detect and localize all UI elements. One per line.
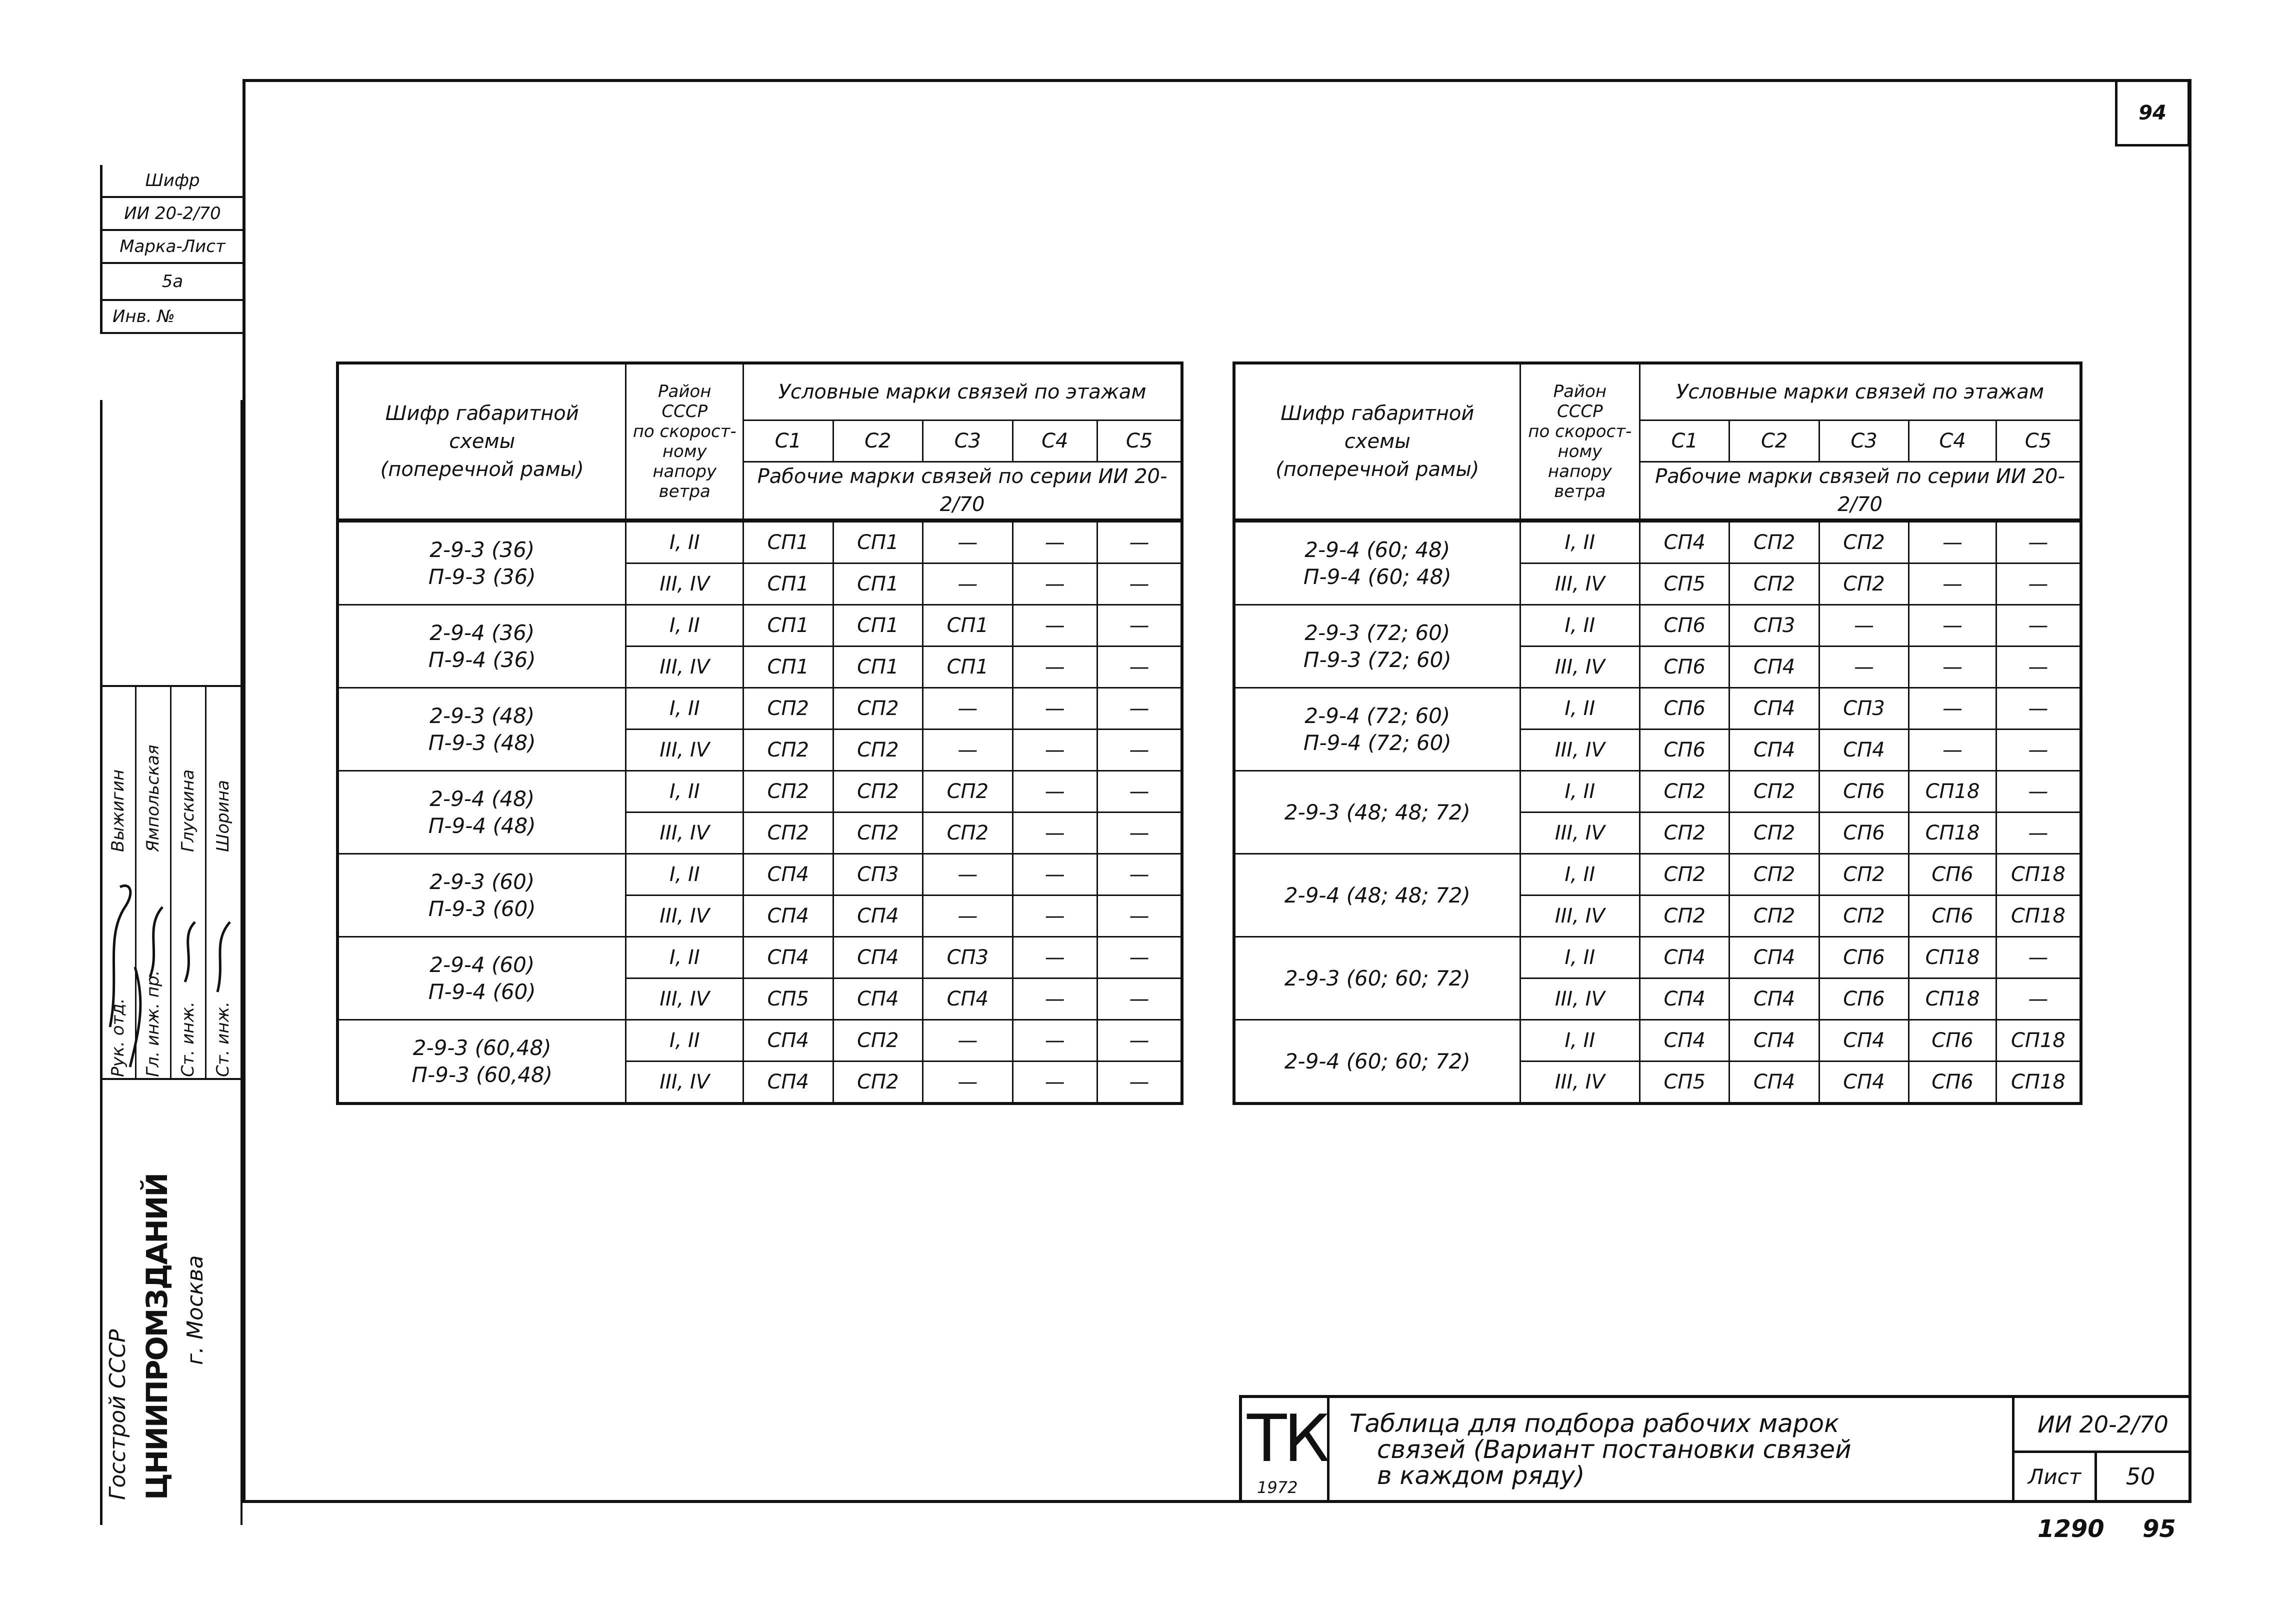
header-scheme (338, 363, 626, 520)
bracing-mark-cell: СП6 (1819, 937, 1908, 978)
scheme-code: П-9-4 (72; 60) (1303, 730, 1452, 755)
bracing-mark-cell: СП1 (744, 520, 834, 564)
bracing-mark-cell: СП6 (1909, 1062, 1996, 1104)
bracing-mark-cell: СП6 (1640, 646, 1730, 688)
bracing-mark-cell: — (1996, 605, 2081, 646)
scheme-cell (1234, 605, 1520, 688)
bracing-mark-cell: СП4 (1640, 937, 1730, 978)
wind-region-cell: I, II (1520, 771, 1640, 812)
bracing-mark-cell: СП4 (1730, 937, 1819, 978)
bracing-mark-cell: — (923, 896, 1013, 937)
bracing-mark-cell: — (1819, 605, 1908, 646)
bracing-mark-cell: СП2 (1730, 896, 1819, 937)
bracing-mark-cell: СП6 (1909, 1020, 1996, 1062)
bracing-mark-cell: — (1098, 1062, 1182, 1104)
scheme-code: 2-9-3 (60) (430, 869, 535, 894)
bracing-mark-cell: СП5 (744, 978, 834, 1020)
scheme-code: 2-9-4 (48; 48; 72) (1284, 882, 1470, 908)
bracing-mark-cell: СП2 (744, 771, 834, 812)
table-left-body (338, 363, 1182, 1104)
bracing-mark-cell: — (1909, 605, 1996, 646)
bracing-mark-cell: — (1996, 688, 2081, 730)
bracing-mark-cell: СП3 (1819, 688, 1908, 730)
bracing-mark-cell: СП6 (1909, 896, 1996, 937)
bracing-mark-cell: — (1012, 646, 1097, 688)
wind-region-cell: III, IV (626, 812, 744, 854)
bracing-mark-cell: — (923, 688, 1013, 730)
bracing-mark-cell: — (1098, 771, 1182, 812)
bracing-mark-cell: — (1909, 646, 1996, 688)
bracing-table-left (336, 362, 1184, 1105)
scheme-code: 2-9-4 (36) (430, 620, 535, 645)
bracing-mark-cell: СП4 (744, 854, 834, 896)
bracing-mark-cell: СП6 (1819, 812, 1908, 854)
bracing-mark-cell: СП18 (1996, 1062, 2081, 1104)
bracing-mark-cell: СП2 (833, 730, 923, 771)
scheme-cell (338, 605, 626, 688)
scheme-cell (1234, 771, 1520, 854)
header-row (338, 363, 1182, 420)
bracing-mark-cell: СП2 (1730, 812, 1819, 854)
bracing-mark-cell: СП5 (1640, 1062, 1730, 1104)
bracing-mark-cell: — (1996, 646, 2081, 688)
bracing-mark-cell: СП1 (833, 646, 923, 688)
scheme-code: П-9-3 (48) (428, 730, 536, 755)
header-region-line: напору (652, 462, 717, 482)
scheme-cell (338, 520, 626, 605)
bracing-mark-cell: СП1 (833, 605, 923, 646)
scheme-code: 2-9-3 (60,48) (412, 1035, 552, 1060)
scheme-code: 2-9-4 (72; 60) (1304, 703, 1450, 728)
title-block (1239, 1395, 2189, 1502)
table-row (1234, 688, 2081, 730)
bracing-mark-cell: — (1012, 854, 1097, 896)
scheme-code: П-9-3 (36) (428, 564, 536, 589)
bracing-mark-cell: — (1909, 520, 1996, 564)
scheme-code: 2-9-3 (48; 48; 72) (1284, 800, 1470, 824)
header-region-line: по скорост- (632, 422, 736, 442)
role-title: Гл. инж. пр. (143, 970, 163, 1077)
scheme-cell (338, 688, 626, 771)
bracing-mark-cell: — (1012, 730, 1097, 771)
wind-region-cell: I, II (626, 1020, 744, 1062)
header-work-marks: Рабочие марки связей по серии ИИ 20-2/70 (1640, 462, 2081, 521)
bracing-mark-cell: СП4 (1730, 688, 1819, 730)
scheme-cell (338, 854, 626, 937)
sheet-title-line: Таблица для подбора рабочих марок (1350, 1409, 1840, 1438)
bracing-mark-cell: СП4 (744, 937, 834, 978)
bracing-mark-cell: — (1012, 688, 1097, 730)
role-title: Ст. инж. (178, 1002, 198, 1077)
bracing-mark-cell: СП4 (1730, 730, 1819, 771)
bracing-mark-cell: — (1996, 812, 2081, 854)
bracing-mark-cell: — (1012, 978, 1097, 1020)
bracing-mark-cell: СП2 (1640, 896, 1730, 937)
header-region-line: ветра (1554, 482, 1606, 502)
bracing-mark-cell: СП2 (1640, 812, 1730, 854)
bracing-mark-cell: — (1012, 896, 1097, 937)
bracing-mark-cell: СП1 (744, 605, 834, 646)
scheme-code: П-9-4 (48) (428, 813, 536, 838)
table-row (338, 1020, 1182, 1062)
table-row (338, 771, 1182, 812)
wind-region-cell: III, IV (1520, 564, 1640, 605)
wind-region-cell: III, IV (626, 646, 744, 688)
wind-region-cell: III, IV (1520, 896, 1640, 937)
bracing-mark-cell: СП2 (1819, 520, 1908, 564)
header-scheme-line: схемы (449, 430, 516, 453)
bracing-mark-cell: СП1 (833, 520, 923, 564)
bracing-mark-cell: — (1996, 730, 2081, 771)
header-region-line: Район (658, 382, 712, 402)
scheme-code: 2-9-3 (48) (430, 703, 535, 728)
wind-region-cell: I, II (626, 688, 744, 730)
scheme-code: П-9-3 (60) (428, 896, 536, 921)
bracing-mark-cell: — (1996, 978, 2081, 1020)
bracing-mark-cell: СП1 (744, 564, 834, 605)
wind-region-cell: I, II (1520, 520, 1640, 564)
bracing-mark-cell: — (1098, 688, 1182, 730)
scheme-code: 2-9-4 (60) (430, 952, 535, 977)
bracing-mark-cell: СП18 (1909, 812, 1996, 854)
wind-region-cell: I, II (1520, 854, 1640, 896)
bracing-mark-cell: СП2 (833, 688, 923, 730)
bracing-mark-cell: СП2 (1730, 520, 1819, 564)
bracing-mark-cell: СП6 (1640, 688, 1730, 730)
bracing-mark-cell: — (923, 730, 1013, 771)
scheme-code: 2-9-4 (60; 60; 72) (1284, 1048, 1470, 1074)
bracing-mark-cell: СП5 (1640, 564, 1730, 605)
table-row (1234, 854, 2081, 896)
bracing-mark-cell: — (1012, 771, 1097, 812)
wind-region-cell: I, II (1520, 1020, 1640, 1062)
stamp-block (100, 165, 242, 334)
bracing-mark-cell: СП3 (923, 937, 1013, 978)
header-region-line: Район (1553, 382, 1607, 402)
scheme-code: 2-9-3 (36) (430, 537, 535, 562)
header-scheme-line: (поперечной рамы) (380, 458, 584, 481)
bracing-mark-cell: — (1012, 812, 1097, 854)
signature-scribbles (100, 877, 242, 1072)
table-right-body (1234, 363, 2081, 1104)
bracing-mark-cell: СП2 (1819, 564, 1908, 605)
bracing-mark-cell: — (1098, 730, 1182, 771)
bracing-mark-cell: СП1 (833, 564, 923, 605)
bracing-mark-cell: СП4 (1640, 1020, 1730, 1062)
header-col-с3: С3 (1819, 420, 1908, 462)
org-line-3: г. Москва (182, 1255, 208, 1365)
header-scheme-line: (поперечной рамы) (1276, 458, 1480, 481)
bracing-mark-cell: СП4 (744, 1020, 834, 1062)
bracing-mark-cell: — (1909, 730, 1996, 771)
bracing-mark-cell: СП4 (833, 978, 923, 1020)
bracing-mark-cell: — (1098, 854, 1182, 896)
bracing-mark-cell: — (923, 1020, 1013, 1062)
role-name: Ямпольская (143, 744, 163, 852)
bracing-mark-cell: — (1098, 978, 1182, 1020)
header-work-marks: Рабочие марки связей по серии ИИ 20-2/70 (744, 462, 1182, 521)
bracing-mark-cell: — (1012, 937, 1097, 978)
table-row (338, 520, 1182, 564)
scheme-code: 2-9-3 (72; 60) (1304, 620, 1450, 645)
bracing-mark-cell: СП4 (1819, 730, 1908, 771)
bracing-mark-cell: СП18 (1909, 771, 1996, 812)
stamp-shifr-value: ИИ 20-2/70 (102, 198, 242, 231)
bracing-mark-cell: СП4 (1640, 520, 1730, 564)
wind-region-cell: III, IV (626, 978, 744, 1020)
bracing-mark-cell: СП2 (744, 730, 834, 771)
bracing-mark-cell: СП4 (1730, 978, 1819, 1020)
wind-region-cell: I, II (1520, 688, 1640, 730)
bracing-mark-cell: СП2 (923, 812, 1013, 854)
role-name: Глускина (178, 769, 198, 852)
scheme-code: П-9-4 (60; 48) (1303, 564, 1452, 589)
table-row (1234, 520, 2081, 564)
header-marks: Условные марки связей по этажам (1640, 363, 2081, 420)
bracing-mark-cell: — (923, 854, 1013, 896)
scheme-cell (338, 937, 626, 1020)
header-region-line: по скорост- (1528, 422, 1632, 442)
bracing-mark-cell: СП4 (1640, 978, 1730, 1020)
sheet-title (1350, 1410, 1852, 1488)
wind-region-cell: III, IV (1520, 646, 1640, 688)
bracing-mark-cell: — (1996, 564, 2081, 605)
bracing-mark-cell: СП4 (923, 978, 1013, 1020)
bracing-mark-cell: — (1909, 688, 1996, 730)
bracing-mark-cell: — (1996, 937, 2081, 978)
bracing-mark-cell: — (923, 564, 1013, 605)
table-row (1234, 605, 2081, 646)
table-row (1234, 937, 2081, 978)
bracing-mark-cell: — (1012, 1020, 1097, 1062)
tk-year: 1972 (1257, 1478, 1298, 1497)
bracing-mark-cell: СП18 (1909, 978, 1996, 1020)
bracing-mark-cell: СП4 (744, 1062, 834, 1104)
footer-number-left: 1290 (2038, 1515, 2104, 1543)
header-col-с4: С4 (1012, 420, 1097, 462)
bracing-mark-cell: — (1012, 564, 1097, 605)
bracing-mark-cell: СП1 (744, 646, 834, 688)
scheme-cell (338, 771, 626, 854)
header-col-с3: С3 (923, 420, 1013, 462)
header-region-line: СССР (1556, 402, 1603, 422)
wind-region-cell: III, IV (1520, 978, 1640, 1020)
scheme-cell (1234, 937, 1520, 1020)
header-region-line: ному (1558, 442, 1602, 462)
scheme-cell (1234, 1020, 1520, 1104)
wind-region-cell: I, II (626, 771, 744, 812)
header-scheme-line: Шифр габаритной (1280, 402, 1474, 425)
bracing-mark-cell: СП6 (1819, 771, 1908, 812)
header-region (626, 363, 744, 520)
header-scheme (1234, 363, 1520, 520)
scheme-code: П-9-4 (60) (428, 979, 536, 1004)
wind-region-cell: III, IV (626, 1062, 744, 1104)
bracing-mark-cell: СП2 (833, 1062, 923, 1104)
header-region-line: ветра (658, 482, 710, 502)
header-col-с5: С5 (1996, 420, 2081, 462)
stamp-shifr-label: Шифр (102, 165, 242, 198)
header-col-с1: С1 (1640, 420, 1730, 462)
header-region-line: СССР (662, 402, 708, 422)
bracing-mark-cell: СП2 (1730, 854, 1819, 896)
tk-mark: ТК (1247, 1400, 1327, 1476)
header-row (1234, 363, 2081, 420)
bracing-mark-cell: — (1098, 1020, 1182, 1062)
bracing-mark-cell: — (1098, 646, 1182, 688)
bracing-mark-cell: СП2 (1640, 854, 1730, 896)
header-col-с4: С4 (1909, 420, 1996, 462)
bracing-mark-cell: — (1098, 937, 1182, 978)
bracing-mark-cell: СП4 (744, 896, 834, 937)
header-col-с2: С2 (1730, 420, 1819, 462)
bracing-mark-cell: СП18 (1996, 854, 2081, 896)
bracing-mark-cell: СП4 (1730, 1062, 1819, 1104)
header-region (1520, 363, 1640, 520)
bracing-mark-cell: СП4 (833, 896, 923, 937)
bracing-mark-cell: — (1098, 605, 1182, 646)
bracing-mark-cell: СП2 (1819, 896, 1908, 937)
header-col-с1: С1 (744, 420, 834, 462)
bracing-mark-cell: — (1098, 520, 1182, 564)
scheme-cell (338, 1020, 626, 1104)
stamp-marka-list-value: 5а (102, 264, 242, 301)
bracing-mark-cell: — (1098, 564, 1182, 605)
bracing-mark-cell: — (923, 1062, 1013, 1104)
table-row (338, 937, 1182, 978)
scheme-cell (1234, 520, 1520, 605)
wind-region-cell: III, IV (626, 730, 744, 771)
bracing-mark-cell: СП2 (744, 812, 834, 854)
bracing-mark-cell: — (1819, 646, 1908, 688)
bracing-mark-cell: СП6 (1909, 854, 1996, 896)
bracing-mark-cell: СП1 (923, 605, 1013, 646)
list-label: Лист (2012, 1450, 2097, 1502)
wind-region-cell: III, IV (626, 564, 744, 605)
scheme-code: 2-9-4 (48) (430, 786, 535, 811)
bracing-mark-cell: — (1012, 520, 1097, 564)
bracing-mark-cell: СП2 (744, 688, 834, 730)
document-code: ИИ 20-2/70 (2012, 1398, 2192, 1453)
bracing-mark-cell: СП4 (1730, 1020, 1819, 1062)
wind-region-cell: I, II (1520, 937, 1640, 978)
wind-region-cell: I, II (626, 605, 744, 646)
bracing-table-right (1232, 362, 2082, 1105)
bracing-mark-cell: — (1996, 771, 2081, 812)
table-row (338, 688, 1182, 730)
wind-region-cell: III, IV (1520, 812, 1640, 854)
bracing-mark-cell: — (923, 520, 1013, 564)
bracing-mark-cell: СП6 (1819, 978, 1908, 1020)
bracing-mark-cell: — (1996, 520, 2081, 564)
bracing-mark-cell: СП6 (1640, 605, 1730, 646)
table-row (1234, 771, 2081, 812)
scheme-code: 2-9-3 (60; 60; 72) (1284, 966, 1470, 990)
role-name: Выжигин (108, 769, 128, 852)
scheme-cell (1234, 688, 1520, 771)
wind-region-cell: III, IV (626, 896, 744, 937)
scheme-cell (1234, 854, 1520, 937)
role-title: Ст. инж. (213, 1002, 233, 1077)
scheme-code: П-9-4 (36) (428, 647, 536, 672)
table-row (1234, 1020, 2081, 1062)
organization-block (100, 1174, 242, 1520)
wind-region-cell: I, II (1520, 605, 1640, 646)
bracing-mark-cell: СП4 (1819, 1020, 1908, 1062)
org-line-1: Госстрой СССР (105, 1329, 130, 1500)
table-row (338, 605, 1182, 646)
stamp-marka-list-label: Марка-Лист (102, 231, 242, 264)
bracing-mark-cell: СП2 (923, 771, 1013, 812)
sheet-number: 94 (2115, 79, 2190, 146)
scheme-code: 2-9-4 (60; 48) (1304, 537, 1450, 562)
bracing-mark-cell: — (1098, 812, 1182, 854)
bracing-mark-cell: СП2 (1819, 854, 1908, 896)
wind-region-cell: I, II (626, 937, 744, 978)
bracing-mark-cell: — (1909, 564, 1996, 605)
role-name: Шорина (213, 780, 233, 852)
org-line-2: ЦНИИПРОМЗДАНИЙ (140, 1174, 174, 1500)
header-region-line: напору (1548, 462, 1612, 482)
list-number: 50 (2126, 1463, 2156, 1490)
bracing-mark-cell: СП18 (1996, 896, 2081, 937)
stamp-inv-label: Инв. № (102, 301, 242, 334)
wind-region-cell: III, IV (1520, 1062, 1640, 1104)
signature-block (100, 685, 242, 1080)
bracing-mark-cell: СП2 (1730, 771, 1819, 812)
scheme-code: П-9-3 (72; 60) (1303, 647, 1452, 672)
header-col-с5: С5 (1098, 420, 1182, 462)
wind-region-cell: III, IV (1520, 730, 1640, 771)
bracing-mark-cell: СП2 (1730, 564, 1819, 605)
bracing-mark-cell: СП4 (833, 937, 923, 978)
bracing-mark-cell: СП1 (923, 646, 1013, 688)
footer-number-right: 95 (2142, 1515, 2176, 1543)
header-region-line: ному (662, 442, 707, 462)
bracing-mark-cell: СП4 (1730, 646, 1819, 688)
bracing-mark-cell: СП4 (1819, 1062, 1908, 1104)
bracing-mark-cell: СП18 (1996, 1020, 2081, 1062)
sheet-title-line: связей (Вариант постановки связей (1377, 1435, 1852, 1464)
bracing-mark-cell: СП2 (1640, 771, 1730, 812)
bracing-mark-cell: — (1012, 605, 1097, 646)
bracing-mark-cell: СП2 (833, 1020, 923, 1062)
role-title: Рук. отд. (108, 998, 128, 1077)
header-marks: Условные марки связей по этажам (744, 363, 1182, 420)
scheme-code: П-9-3 (60,48) (412, 1062, 553, 1087)
bracing-mark-cell: СП6 (1640, 730, 1730, 771)
bracing-mark-cell: СП3 (833, 854, 923, 896)
header-scheme-line: схемы (1344, 430, 1410, 453)
bracing-mark-cell: — (1098, 896, 1182, 937)
wind-region-cell: I, II (626, 520, 744, 564)
tk-block (1242, 1398, 1330, 1502)
header-col-с2: С2 (833, 420, 923, 462)
bracing-mark-cell: СП3 (1730, 605, 1819, 646)
wind-region-cell: I, II (626, 854, 744, 896)
bracing-mark-cell: — (1012, 1062, 1097, 1104)
table-row (338, 854, 1182, 896)
sheet-title-line: в каждом ряду) (1377, 1461, 1585, 1490)
bracing-mark-cell: СП2 (833, 812, 923, 854)
bracing-mark-cell: СП2 (833, 771, 923, 812)
bracing-mark-cell: СП18 (1909, 937, 1996, 978)
header-scheme-line: Шифр габаритной (385, 402, 579, 425)
